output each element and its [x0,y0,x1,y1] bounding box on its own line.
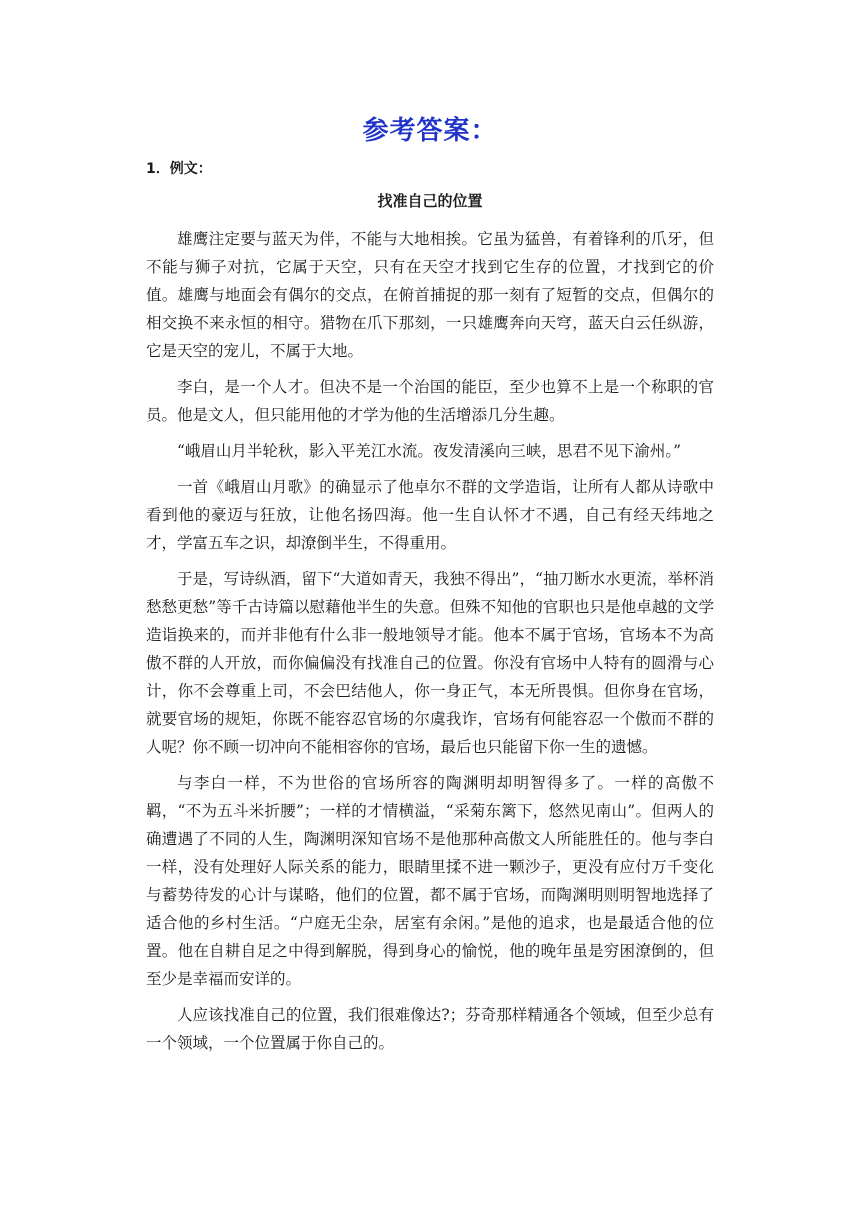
essay-paragraph: 人应该找准自己的位置，我们很难像达?；芬奇那样精通各个领域，但至少总有一个领域，一个位置属于你自己的。 [146,1006,714,1052]
essay-paragraph: “峨眉山月半轮秋，影入平羌江水流。夜发清溪向三峡，思君不见下渝州。” [177,442,682,460]
essay-paragraph: 雄鹰注定要与蓝天为伴，不能与大地相挨。它虽为猛兽，有着锋利的爪牙，但不能与狮子对抗，它属于天空，只有在天空才找到它生存的位置，才找到它的价值。雄鹰与地面会有偶尔的交点，在俯首捕捉的那一刻有了短暂的交点，但偶尔的相交换不来永恒的相守。猎物在爪下那刻，一只雄鹰奔向天穹，蓝天白云任纵游，它是天空的宠儿，不属于大地。 [146,230,714,360]
essay-paragraph: 于是，写诗纵酒，留下“大道如青天，我独不得出”，“抽刀断水水更流，举杯消愁愁更愁”等千古诗篇以慰藉他半生的失意。但殊不知他的官职也只是他卓越的文学造诣换来的，而并非他有什么非一般地领导才能。他本不属于官场，官场本不为高傲不群的人开放，而你偏偏没有找准自己的位置。你没有官场中人特有的圆滑与心计，你不会尊重上司，不会巴结他人，你一身正气，本无所畏惧。但你身在官场，就要官场的规矩，你既不能容忍官场的尔虞我诈，官场有何能容忍一个傲而不群的人呢？你不顾一切冲向不能相容你的官场，最后也只能留下你一生的遗憾。 [146,570,714,756]
page-title: 参考答案： [362,116,498,146]
essay-paragraph: 一首《峨眉山月歌》的确显示了他卓尔不群的文学造诣，让所有人都从诗歌中看到他的豪迈与狂放，让他名扬四海。他一生自认怀才不遇，自己有经天纬地之才，学富五车之识，却潦倒半生，不得重用。 [146,478,714,552]
essay-title: 找准自己的位置 [377,192,483,210]
essay-body [146,225,714,1057]
essay-paragraph: 李白，是一个人才。但决不是一个治国的能臣，至少也算不上是一个称职的官员。他是文人，但只能用他的才学为他的生活增添几分生趣。 [146,378,714,424]
essay-paragraph: 与李白一样，不为世俗的官场所容的陶渊明却明智得多了。一样的高傲不羁，“不为五斗米折腰”；一样的才情横溢，“采菊东篱下，悠然见南山”。但两人的确遭遇了不同的人生，陶渊明深知官场不是他那种高傲文人所能胜任的。他与李白一样，没有处理好人际关系的能力，眼睛里揉不进一颗沙子，更没有应付万千变化与蓄势待发的心计与谋略，他们的位置，都不属于官场，而陶渊明则明智地选择了适合他的乡村生活。“户庭无尘杂，居室有余闲。”是他的追求，也是最适合他的位置。他在自耕自足之中得到解脱，得到身心的愉悦，他的晚年虽是穷困潦倒的，但至少是幸福而安详的。 [146,774,714,988]
question-label: 1．例文： [146,161,212,177]
